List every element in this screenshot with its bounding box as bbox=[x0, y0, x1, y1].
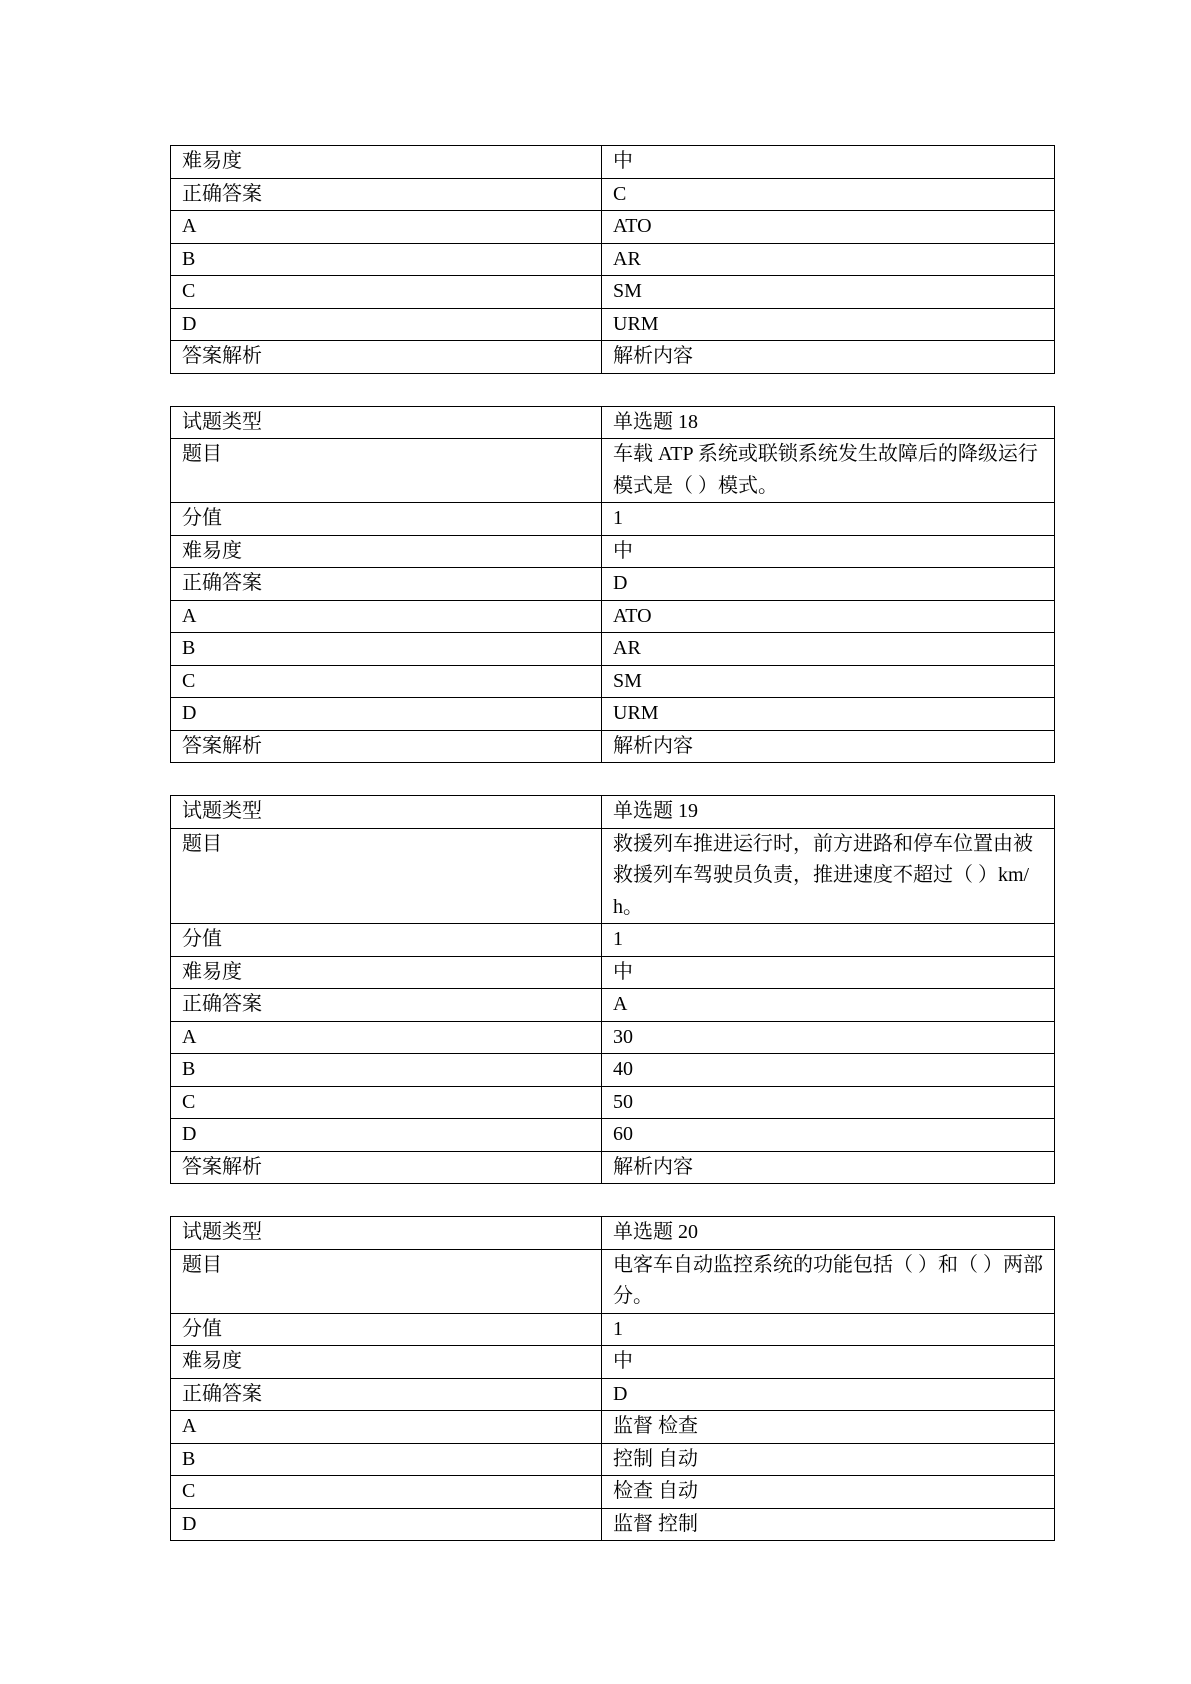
question-table-19 bbox=[170, 795, 1055, 1184]
row-value: 单选题 19 bbox=[602, 796, 1055, 829]
table-row-option-b bbox=[171, 243, 1055, 276]
row-label: 答案解析 bbox=[171, 730, 602, 763]
row-label: B bbox=[171, 633, 602, 666]
table-row-score bbox=[171, 924, 1055, 957]
row-label: C bbox=[171, 276, 602, 309]
question-table-17 bbox=[170, 145, 1055, 374]
row-value: AR bbox=[602, 243, 1055, 276]
document-page bbox=[170, 145, 1043, 1573]
row-value: 监督 检查 bbox=[602, 1411, 1055, 1444]
row-value: 解析内容 bbox=[602, 1151, 1055, 1184]
row-value: 救援列车推进运行时，前方进路和停车位置由被救援列车驾驶员负责，推进速度不超过（ ）km/h。 bbox=[602, 828, 1055, 924]
table-row-score bbox=[171, 503, 1055, 536]
row-label: 难易度 bbox=[171, 956, 602, 989]
row-label: 难易度 bbox=[171, 146, 602, 179]
row-label: 分值 bbox=[171, 1313, 602, 1346]
row-value: 解析内容 bbox=[602, 730, 1055, 763]
row-value: SM bbox=[602, 665, 1055, 698]
table-row-question-type bbox=[171, 406, 1055, 439]
row-label: A bbox=[171, 1021, 602, 1054]
row-label: 难易度 bbox=[171, 535, 602, 568]
table-row-question-text bbox=[171, 1249, 1055, 1313]
table-row-option-c bbox=[171, 665, 1055, 698]
row-label: A bbox=[171, 1411, 602, 1444]
table-row-option-a bbox=[171, 1411, 1055, 1444]
table-row-option-b bbox=[171, 1443, 1055, 1476]
row-value: 1 bbox=[602, 503, 1055, 536]
table-row-analysis bbox=[171, 730, 1055, 763]
row-label: 题目 bbox=[171, 828, 602, 924]
row-label: 试题类型 bbox=[171, 796, 602, 829]
row-value: 电客车自动监控系统的功能包括（ ）和（ ）两部分。 bbox=[602, 1249, 1055, 1313]
row-value: 中 bbox=[602, 535, 1055, 568]
table-row-analysis bbox=[171, 341, 1055, 374]
row-label: C bbox=[171, 1086, 602, 1119]
row-value: ATO bbox=[602, 600, 1055, 633]
table-row-option-d bbox=[171, 1508, 1055, 1541]
table-row-difficulty bbox=[171, 956, 1055, 989]
row-value: 中 bbox=[602, 956, 1055, 989]
table-row-question-type bbox=[171, 796, 1055, 829]
row-value: 60 bbox=[602, 1119, 1055, 1152]
table-row-difficulty bbox=[171, 535, 1055, 568]
row-label: D bbox=[171, 1119, 602, 1152]
table-row-difficulty bbox=[171, 146, 1055, 179]
row-value: SM bbox=[602, 276, 1055, 309]
row-value: AR bbox=[602, 633, 1055, 666]
row-label: C bbox=[171, 1476, 602, 1509]
row-label: A bbox=[171, 211, 602, 244]
row-value: 30 bbox=[602, 1021, 1055, 1054]
row-label: B bbox=[171, 243, 602, 276]
row-label: 分值 bbox=[171, 924, 602, 957]
row-label: B bbox=[171, 1443, 602, 1476]
question-table-20 bbox=[170, 1216, 1055, 1541]
row-value: 40 bbox=[602, 1054, 1055, 1087]
row-label: 难易度 bbox=[171, 1346, 602, 1379]
row-value: C bbox=[602, 178, 1055, 211]
row-value: 单选题 20 bbox=[602, 1217, 1055, 1250]
table-row-option-d bbox=[171, 308, 1055, 341]
row-label: 题目 bbox=[171, 1249, 602, 1313]
row-value: 监督 控制 bbox=[602, 1508, 1055, 1541]
row-value: 单选题 18 bbox=[602, 406, 1055, 439]
question-table-18 bbox=[170, 406, 1055, 764]
table-row-difficulty bbox=[171, 1346, 1055, 1379]
row-label: 分值 bbox=[171, 503, 602, 536]
row-value: 中 bbox=[602, 146, 1055, 179]
row-value: 1 bbox=[602, 1313, 1055, 1346]
row-value: URM bbox=[602, 698, 1055, 731]
row-value: D bbox=[602, 1378, 1055, 1411]
table-row-option-b bbox=[171, 633, 1055, 666]
table-row-option-b bbox=[171, 1054, 1055, 1087]
table-row-option-a bbox=[171, 600, 1055, 633]
row-label: 试题类型 bbox=[171, 1217, 602, 1250]
row-value: 中 bbox=[602, 1346, 1055, 1379]
table-row-option-a bbox=[171, 1021, 1055, 1054]
table-row-correct-answer bbox=[171, 1378, 1055, 1411]
row-label: 答案解析 bbox=[171, 1151, 602, 1184]
row-label: 题目 bbox=[171, 439, 602, 503]
row-label: 正确答案 bbox=[171, 568, 602, 601]
table-row-correct-answer bbox=[171, 989, 1055, 1022]
table-row-score bbox=[171, 1313, 1055, 1346]
row-label: 正确答案 bbox=[171, 1378, 602, 1411]
row-value: 检查 自动 bbox=[602, 1476, 1055, 1509]
table-row-correct-answer bbox=[171, 178, 1055, 211]
row-value: 1 bbox=[602, 924, 1055, 957]
row-label: C bbox=[171, 665, 602, 698]
table-row-option-c bbox=[171, 1476, 1055, 1509]
table-row-question-text bbox=[171, 828, 1055, 924]
row-label: D bbox=[171, 308, 602, 341]
table-row-option-c bbox=[171, 1086, 1055, 1119]
row-label: 正确答案 bbox=[171, 178, 602, 211]
row-value: A bbox=[602, 989, 1055, 1022]
table-row-question-type bbox=[171, 1217, 1055, 1250]
row-label: A bbox=[171, 600, 602, 633]
row-value: 车载 ATP 系统或联锁系统发生故障后的降级运行模式是（ ）模式。 bbox=[602, 439, 1055, 503]
row-label: D bbox=[171, 698, 602, 731]
row-label: 试题类型 bbox=[171, 406, 602, 439]
row-label: 答案解析 bbox=[171, 341, 602, 374]
row-value: 解析内容 bbox=[602, 341, 1055, 374]
table-row-question-text bbox=[171, 439, 1055, 503]
row-value: 控制 自动 bbox=[602, 1443, 1055, 1476]
row-value: URM bbox=[602, 308, 1055, 341]
row-value: ATO bbox=[602, 211, 1055, 244]
row-label: D bbox=[171, 1508, 602, 1541]
table-row-option-d bbox=[171, 698, 1055, 731]
table-row-correct-answer bbox=[171, 568, 1055, 601]
table-row-analysis bbox=[171, 1151, 1055, 1184]
table-row-option-a bbox=[171, 211, 1055, 244]
row-label: 正确答案 bbox=[171, 989, 602, 1022]
row-label: B bbox=[171, 1054, 602, 1087]
table-row-option-d bbox=[171, 1119, 1055, 1152]
row-value: 50 bbox=[602, 1086, 1055, 1119]
table-row-option-c bbox=[171, 276, 1055, 309]
row-value: D bbox=[602, 568, 1055, 601]
